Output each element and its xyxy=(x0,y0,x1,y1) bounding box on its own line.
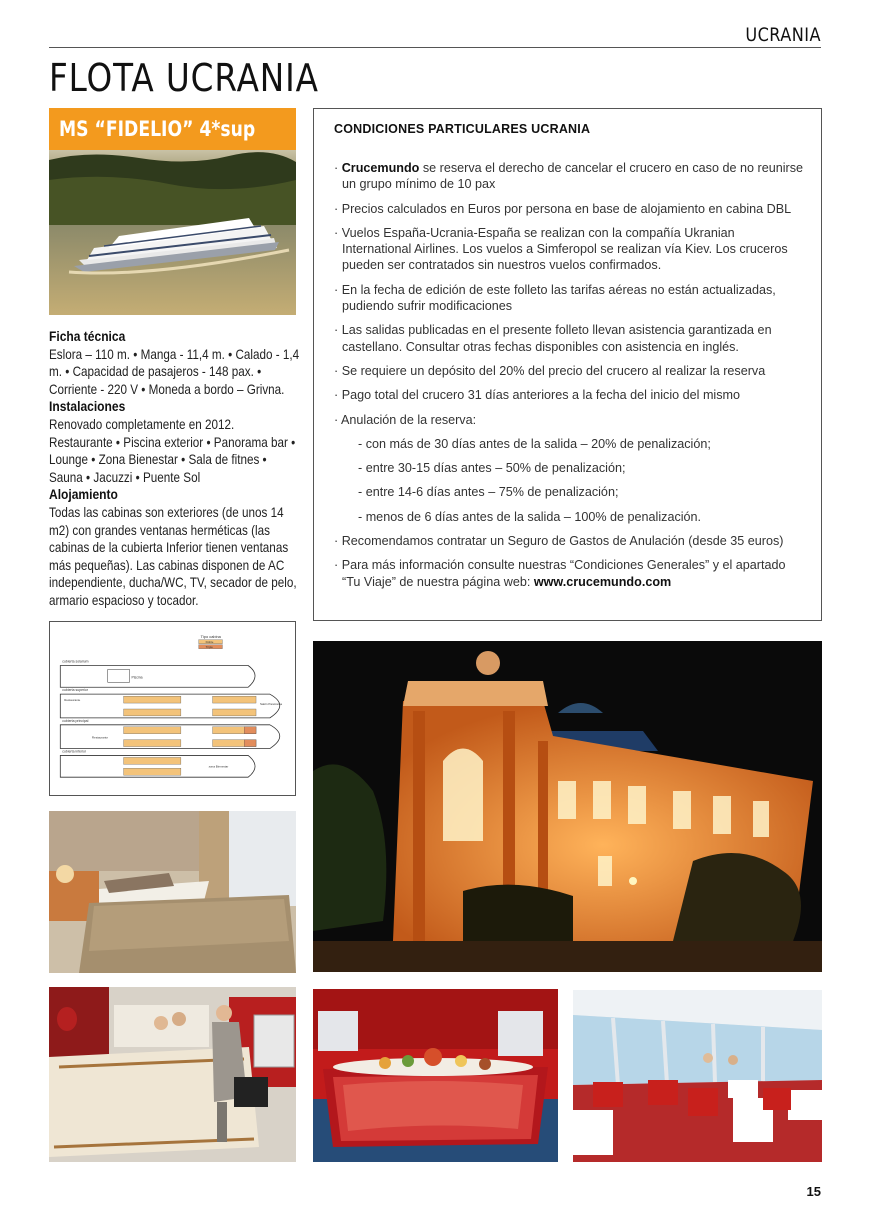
condition-text: Las salidas publicadas en el presente folleto llevan asistencia garantizada en castellano. Consultar otras fechas disponibles con asistencia en inglés. xyxy=(341,323,772,354)
condition-text: Para más información consulte nuestras “Condiciones Generales” y el apartado “Tu Viaje” de nuestra página web: xyxy=(341,558,786,589)
condition-item: · Pago total del crucero 31 días anteriores a la fecha del inicio del mismo xyxy=(334,388,741,403)
page-title: FLOTA UCRANIA xyxy=(49,56,319,100)
condition-item: · Crucemundo se reserva el derecho de cancelar el crucero en caso de no reunirse un grupo mínimo de 10 pax xyxy=(334,161,803,192)
deck-area-label: Piscina xyxy=(131,675,143,680)
conditions-box xyxy=(313,108,822,621)
deck-area-label: Salón Panorama xyxy=(259,702,282,707)
opera-house-image xyxy=(313,641,822,972)
facilities-heading: Instalaciones xyxy=(49,398,126,415)
deck-area-label: zona Bienestar xyxy=(208,764,229,769)
deck-label: cubierta inferior xyxy=(62,749,87,754)
condition-item: · Recomendamos contratar un Seguro de Gastos de Anulación (desde 35 euros) xyxy=(334,534,784,549)
website-link[interactable]: www.crucemundo.com xyxy=(533,574,672,589)
condition-item: · En la fecha de edición de este folleto las tarifas aéreas no están actualizadas, pudiendo sufrir modificaciones xyxy=(334,282,776,314)
deck-legend-title: Tipo cabina xyxy=(200,633,221,639)
cabin-photo xyxy=(49,811,296,973)
header-rule xyxy=(49,47,821,48)
opera-house-photo xyxy=(313,641,822,972)
condition-text: Anulación de la reserva: xyxy=(341,412,477,427)
ship-name: MS “FIDELIO” 4*sup xyxy=(59,117,256,141)
cancellation-tier: - menos de 6 días antes de la salida – 100% de penalización. xyxy=(358,509,702,524)
tech-specs-text: Eslora – 110 m. • Manga - 11,4 m. • Calado - 1,4 m. • Capacidad de pasajeros - 148 pax. • Corriente - 220 V • Moneda a bordo – Grivna. xyxy=(49,346,300,397)
condition-item: · Se requiere un depósito del 20% del precio del crucero al realizar la reserva xyxy=(334,363,766,378)
ship-photo xyxy=(49,150,296,315)
cabin-image xyxy=(49,811,296,973)
reception-photo xyxy=(49,987,296,1162)
reception-image xyxy=(49,987,296,1162)
deck-area-label: Restaurante xyxy=(91,735,109,740)
cancellation-tier: - entre 30-15 días antes – 50% de penalización; xyxy=(358,461,626,476)
deck-label: cubierta superior xyxy=(62,688,89,693)
deck-plan xyxy=(49,621,296,796)
deck-legend-double: Doble xyxy=(205,640,214,645)
cancellation-tier: - con más de 30 días antes de la salida – 20% de penalización; xyxy=(358,436,711,451)
condition-text: Se requiere un depósito del 20% del precio del crucero al realizar la reserva xyxy=(341,363,766,378)
condition-item: · Anulación de la reserva: xyxy=(334,412,477,427)
buffet-image xyxy=(313,989,558,1162)
condition-text: Pago total del crucero 31 días anteriores a la fecha del inicio del mismo xyxy=(341,388,741,403)
condition-text: En la fecha de edición de este folleto las tarifas aéreas no están actualizadas, pudiendo sufrir modificaciones xyxy=(341,282,776,314)
deck-plan-diagram xyxy=(50,622,295,795)
page-number: 15 xyxy=(806,1184,821,1199)
facilities-text: Renovado completamente en 2012. Restaurante • Piscina exterior • Panorama bar • Lounge • Zona Bienestar • Sala de fitnes • Sauna • Jacuzzi • Puente Sol xyxy=(49,416,296,485)
condition-text: Recomendamos contratar un Seguro de Gastos de Anulación (desde 35 euros) xyxy=(341,534,784,549)
condition-item: · Las salidas publicadas en el presente folleto llevan asistencia garantizada en castellano. Consultar otras fechas disponibles con asistencia en inglés. xyxy=(334,323,772,354)
condition-item: · Para más información consulte nuestras “Condiciones Generales” y el apartado “Tu Viaje” de nuestra página web: www.crucemundo.com xyxy=(334,558,786,589)
section-label: UCRANIA xyxy=(745,24,821,46)
lounge-image xyxy=(573,990,822,1162)
deck-label: cubierta solarium xyxy=(62,659,89,664)
ship-name-banner xyxy=(49,108,296,150)
condition-item: · Precios calculados en Euros por persona en base de alojamiento en cabina DBL xyxy=(334,201,792,216)
ship-specs-content xyxy=(49,328,300,610)
deck-area-label: Restaurante xyxy=(64,698,81,703)
deck-legend-triple: Triple xyxy=(205,644,213,649)
ship-photo-image xyxy=(49,150,296,315)
brand-name: Crucemundo xyxy=(341,161,420,175)
condition-text: Vuelos España-Ucrania-España se realizan con la compañía Ukranian International Airlines. Los vuelos a Simferopol se realizan vía Kiev. Los cruceros pueden ser contratados sin nuestros vuelos confirmados. xyxy=(341,225,788,273)
tech-specs-heading: Ficha técnica xyxy=(49,328,126,344)
deck-label: cubierta principal xyxy=(62,718,89,723)
condition-item: · Vuelos España-Ucrania-España se realizan con la compañía Ukranian International Airlines. Los vuelos a Simferopol se realizan vía Kiev. Los cruceros pueden ser contratados sin nuestros vuelos confirmados. xyxy=(334,225,788,273)
buffet-photo xyxy=(313,989,558,1162)
ship-specs xyxy=(49,328,301,610)
condition-text: Precios calculados en Euros por persona en base de alojamiento en cabina DBL xyxy=(341,201,792,216)
cancellation-tier: - entre 14-6 días antes – 75% de penalización; xyxy=(358,485,619,500)
lounge-photo xyxy=(573,990,822,1162)
lodging-heading: Alojamiento xyxy=(49,486,118,503)
conditions-title: CONDICIONES PARTICULARES UCRANIA xyxy=(334,122,591,136)
condition-text: se reserva el derecho de cancelar el crucero en caso de no reunirse un grupo mínimo de 10 pax xyxy=(342,161,803,192)
lodging-text: Todas las cabinas son exteriores (de unos 14 m2) con grandes ventanas herméticas (las cabinas de la cubierta Inferior tienen ventanas más pequeñas). Las cabinas disponen de AC independiente, ducha/WC, TV, secador de pelo, armario espacioso y tocador. xyxy=(49,504,297,608)
